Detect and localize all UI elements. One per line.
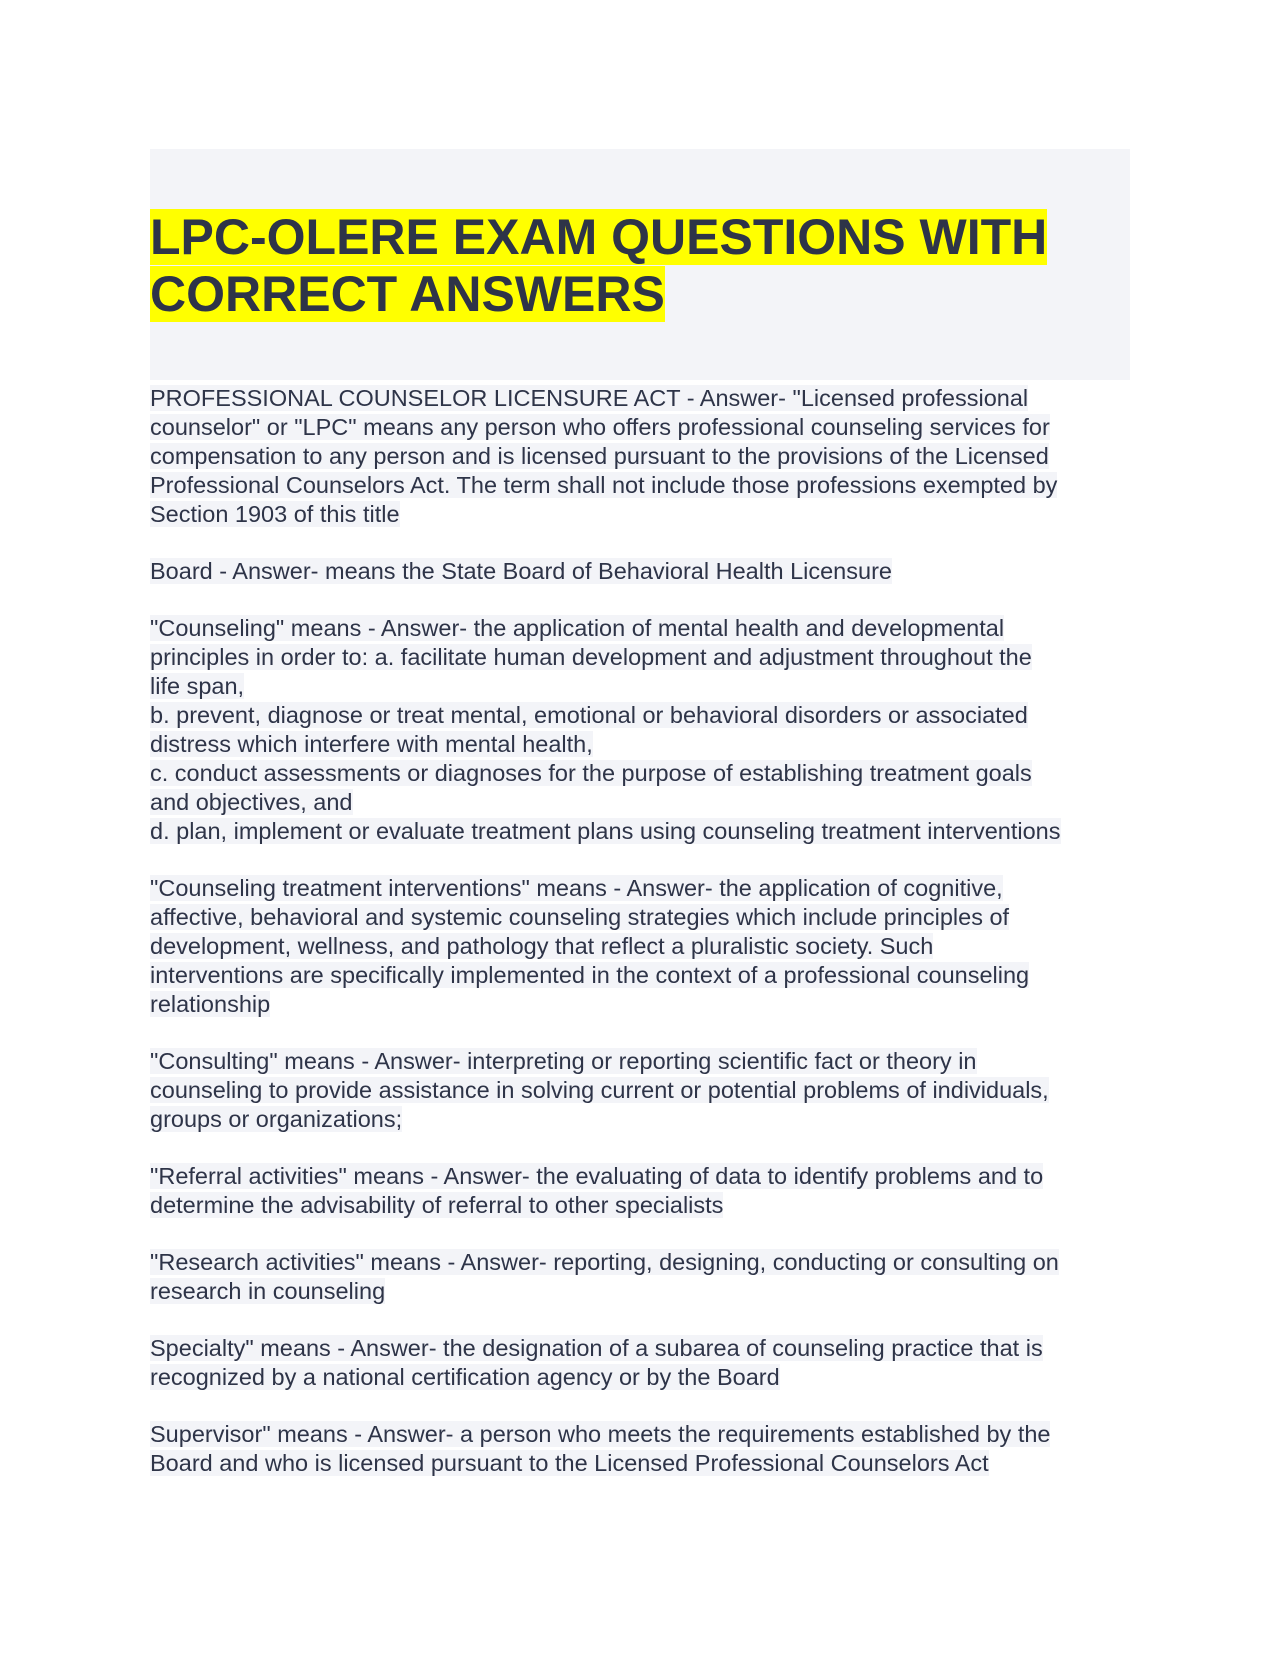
entry-line: groups or organizations;: [150, 1106, 403, 1132]
qa-entry: [150, 614, 1130, 846]
entry-line-wrapper: [150, 932, 1130, 961]
qa-entry: [150, 874, 1130, 1019]
entry-line-wrapper: [150, 1277, 1130, 1306]
entry-line-wrapper: [150, 990, 1130, 1019]
entry-line: research in counseling: [150, 1278, 386, 1304]
entry-line: determine the advisability of referral to other specialists: [150, 1192, 724, 1218]
qa-entry: [150, 1334, 1130, 1392]
document-title: [150, 209, 1047, 323]
qa-list: [150, 380, 1130, 1478]
entry-line-wrapper: [150, 1420, 1130, 1449]
entry-line-wrapper: [150, 1248, 1130, 1277]
title-line: LPC-OLERE EXAM QUESTIONS WITH: [150, 209, 1048, 265]
entry-line: principles in order to: a. facilitate human development and adjustment throughout the: [150, 644, 1032, 670]
entry-line-wrapper: [150, 1363, 1130, 1392]
title-line: CORRECT ANSWERS: [150, 266, 665, 322]
entry-line: Specialty" means - Answer- the designation of a subarea of counseling practice that is: [150, 1335, 1043, 1361]
entry-line-wrapper: [150, 442, 1130, 471]
qa-entry: [150, 1248, 1130, 1306]
entry-line-wrapper: [150, 701, 1130, 730]
entry-line-wrapper: [150, 1105, 1130, 1134]
qa-entry: [150, 1162, 1130, 1220]
entry-line: affective, behavioral and systemic counseling strategies which include principles of: [150, 904, 1010, 930]
entry-line: compensation to any person and is licensed pursuant to the provisions of the Licensed: [150, 443, 1049, 469]
entry-line-wrapper: [150, 730, 1130, 759]
entry-line: b. prevent, diagnose or treat mental, emotional or behavioral disorders or associated: [150, 702, 1028, 728]
entry-line: Section 1903 of this title: [150, 501, 400, 527]
entry-line: life span,: [150, 673, 245, 699]
entry-line: Board and who is licensed pursuant to the Licensed Professional Counselors Act: [150, 1450, 989, 1476]
entry-line: "Referral activities" means - Answer- the evaluating of data to identify problems and to: [150, 1163, 1044, 1189]
entry-line-wrapper: [150, 1191, 1130, 1220]
entry-line: "Consulting" means - Answer- interpreting or reporting scientific fact or theory in: [150, 1048, 977, 1074]
entry-line-wrapper: [150, 961, 1130, 990]
entry-line: "Counseling" means - Answer- the application of mental health and developmental: [150, 615, 1005, 641]
entry-line-wrapper: [150, 1076, 1130, 1105]
entry-line: Board - Answer- means the State Board of Behavioral Health Licensure: [150, 558, 892, 584]
title-block: [150, 149, 1130, 380]
qa-entry: [150, 1420, 1130, 1478]
entry-line-wrapper: [150, 788, 1130, 817]
entry-line: PROFESSIONAL COUNSELOR LICENSURE ACT - Answer- "Licensed professional: [150, 385, 1029, 411]
entry-line: distress which interfere with mental health,: [150, 731, 593, 757]
entry-line-wrapper: [150, 1449, 1130, 1478]
entry-line-wrapper: [150, 817, 1130, 846]
entry-line-wrapper: [150, 874, 1130, 903]
entry-line-wrapper: [150, 614, 1130, 643]
document-page: [150, 149, 1130, 1506]
qa-entry: [150, 384, 1130, 529]
entry-line: interventions are specifically implemented in the context of a professional counseling: [150, 962, 1030, 988]
qa-entry: [150, 1047, 1130, 1134]
entry-line: counselor" or "LPC" means any person who offers professional counseling services for: [150, 414, 1050, 440]
entry-line: development, wellness, and pathology that reflect a pluralistic society. Such: [150, 933, 934, 959]
qa-entry: [150, 557, 1130, 586]
entry-line: Professional Counselors Act. The term shall not include those professions exempted by: [150, 472, 1058, 498]
entry-line: d. plan, implement or evaluate treatment plans using counseling treatment interventions: [150, 818, 1061, 844]
entry-line-wrapper: [150, 759, 1130, 788]
entry-line: Supervisor" means - Answer- a person who meets the requirements established by the: [150, 1421, 1051, 1447]
entry-line-wrapper: [150, 1047, 1130, 1076]
entry-line-wrapper: [150, 672, 1130, 701]
entry-line-wrapper: [150, 557, 1130, 586]
entry-line-wrapper: [150, 643, 1130, 672]
entry-line-wrapper: [150, 413, 1130, 442]
entry-line: c. conduct assessments or diagnoses for the purpose of establishing treatment goals: [150, 760, 1032, 786]
entry-line: "Counseling treatment interventions" means - Answer- the application of cognitive,: [150, 875, 1003, 901]
entry-line-wrapper: [150, 471, 1130, 500]
entry-line: counseling to provide assistance in solving current or potential problems of individuals,: [150, 1077, 1049, 1103]
entry-line: relationship: [150, 991, 271, 1017]
entry-line: recognized by a national certification agency or by the Board: [150, 1364, 780, 1390]
entry-line-wrapper: [150, 384, 1130, 413]
entry-line-wrapper: [150, 903, 1130, 932]
entry-line-wrapper: [150, 1334, 1130, 1363]
entry-line: "Research activities" means - Answer- reporting, designing, conducting or consulting on: [150, 1249, 1059, 1275]
entry-line-wrapper: [150, 500, 1130, 529]
entry-line-wrapper: [150, 1162, 1130, 1191]
entry-line: and objectives, and: [150, 789, 353, 815]
